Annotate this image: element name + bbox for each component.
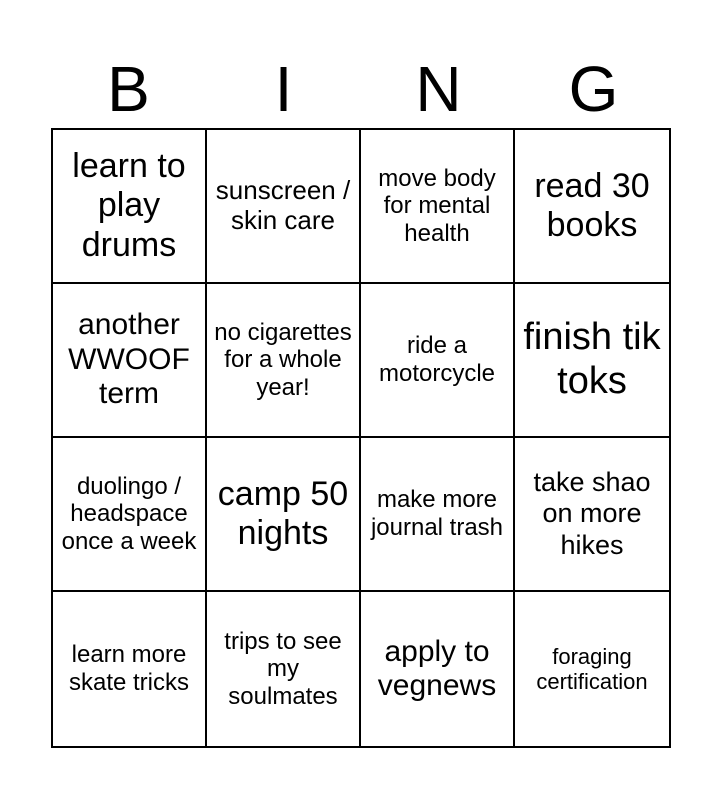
bingo-cell[interactable] — [207, 284, 361, 438]
bingo-cell[interactable] — [361, 438, 515, 592]
bingo-grid — [51, 128, 671, 748]
bingo-cell[interactable] — [53, 592, 207, 746]
header-letter-i: I — [274, 53, 293, 125]
bingo-cell[interactable] — [53, 438, 207, 592]
cell-text: trips to see my soulmates — [224, 627, 342, 710]
cell-text: learn to play drums — [72, 147, 186, 264]
header-letter-n: N — [415, 53, 462, 125]
bingo-cell[interactable] — [207, 438, 361, 592]
cell-text: duolingo / headspace once a week — [61, 472, 197, 555]
cell-text: read 30 books — [534, 166, 650, 244]
cell-text: no cigarettes for a whole year! — [214, 318, 352, 401]
cell-text: make more journal trash — [370, 486, 504, 541]
bingo-cell[interactable] — [361, 592, 515, 746]
bingo-cell[interactable] — [515, 592, 669, 746]
cell-text: foraging certification — [536, 643, 648, 694]
bingo-cell[interactable] — [515, 438, 669, 592]
bingo-cell[interactable] — [515, 130, 669, 284]
cell-text: learn more skate tricks — [68, 641, 190, 696]
bingo-cell[interactable] — [207, 592, 361, 746]
cell-text: another WWOOF term — [68, 308, 190, 411]
cell-text: sunscreen / skin care — [215, 175, 351, 235]
cell-text: take shao on more hikes — [533, 467, 651, 560]
cell-text: apply to vegnews — [377, 634, 497, 702]
bingo-cell[interactable] — [361, 130, 515, 284]
header-letter-b: B — [107, 53, 150, 125]
bingo-cell[interactable] — [207, 130, 361, 284]
cell-text: ride a motorcycle — [378, 332, 496, 387]
cell-text: camp 50 nights — [217, 474, 349, 552]
bingo-header — [51, 50, 671, 128]
bingo-cell[interactable] — [53, 284, 207, 438]
cell-text: finish tik toks — [523, 316, 661, 402]
header-letter-g: G — [568, 53, 619, 125]
bingo-cell[interactable] — [515, 284, 669, 438]
bingo-cell[interactable] — [361, 284, 515, 438]
bingo-cell[interactable] — [53, 130, 207, 284]
cell-text: move body for mental health — [378, 164, 496, 247]
